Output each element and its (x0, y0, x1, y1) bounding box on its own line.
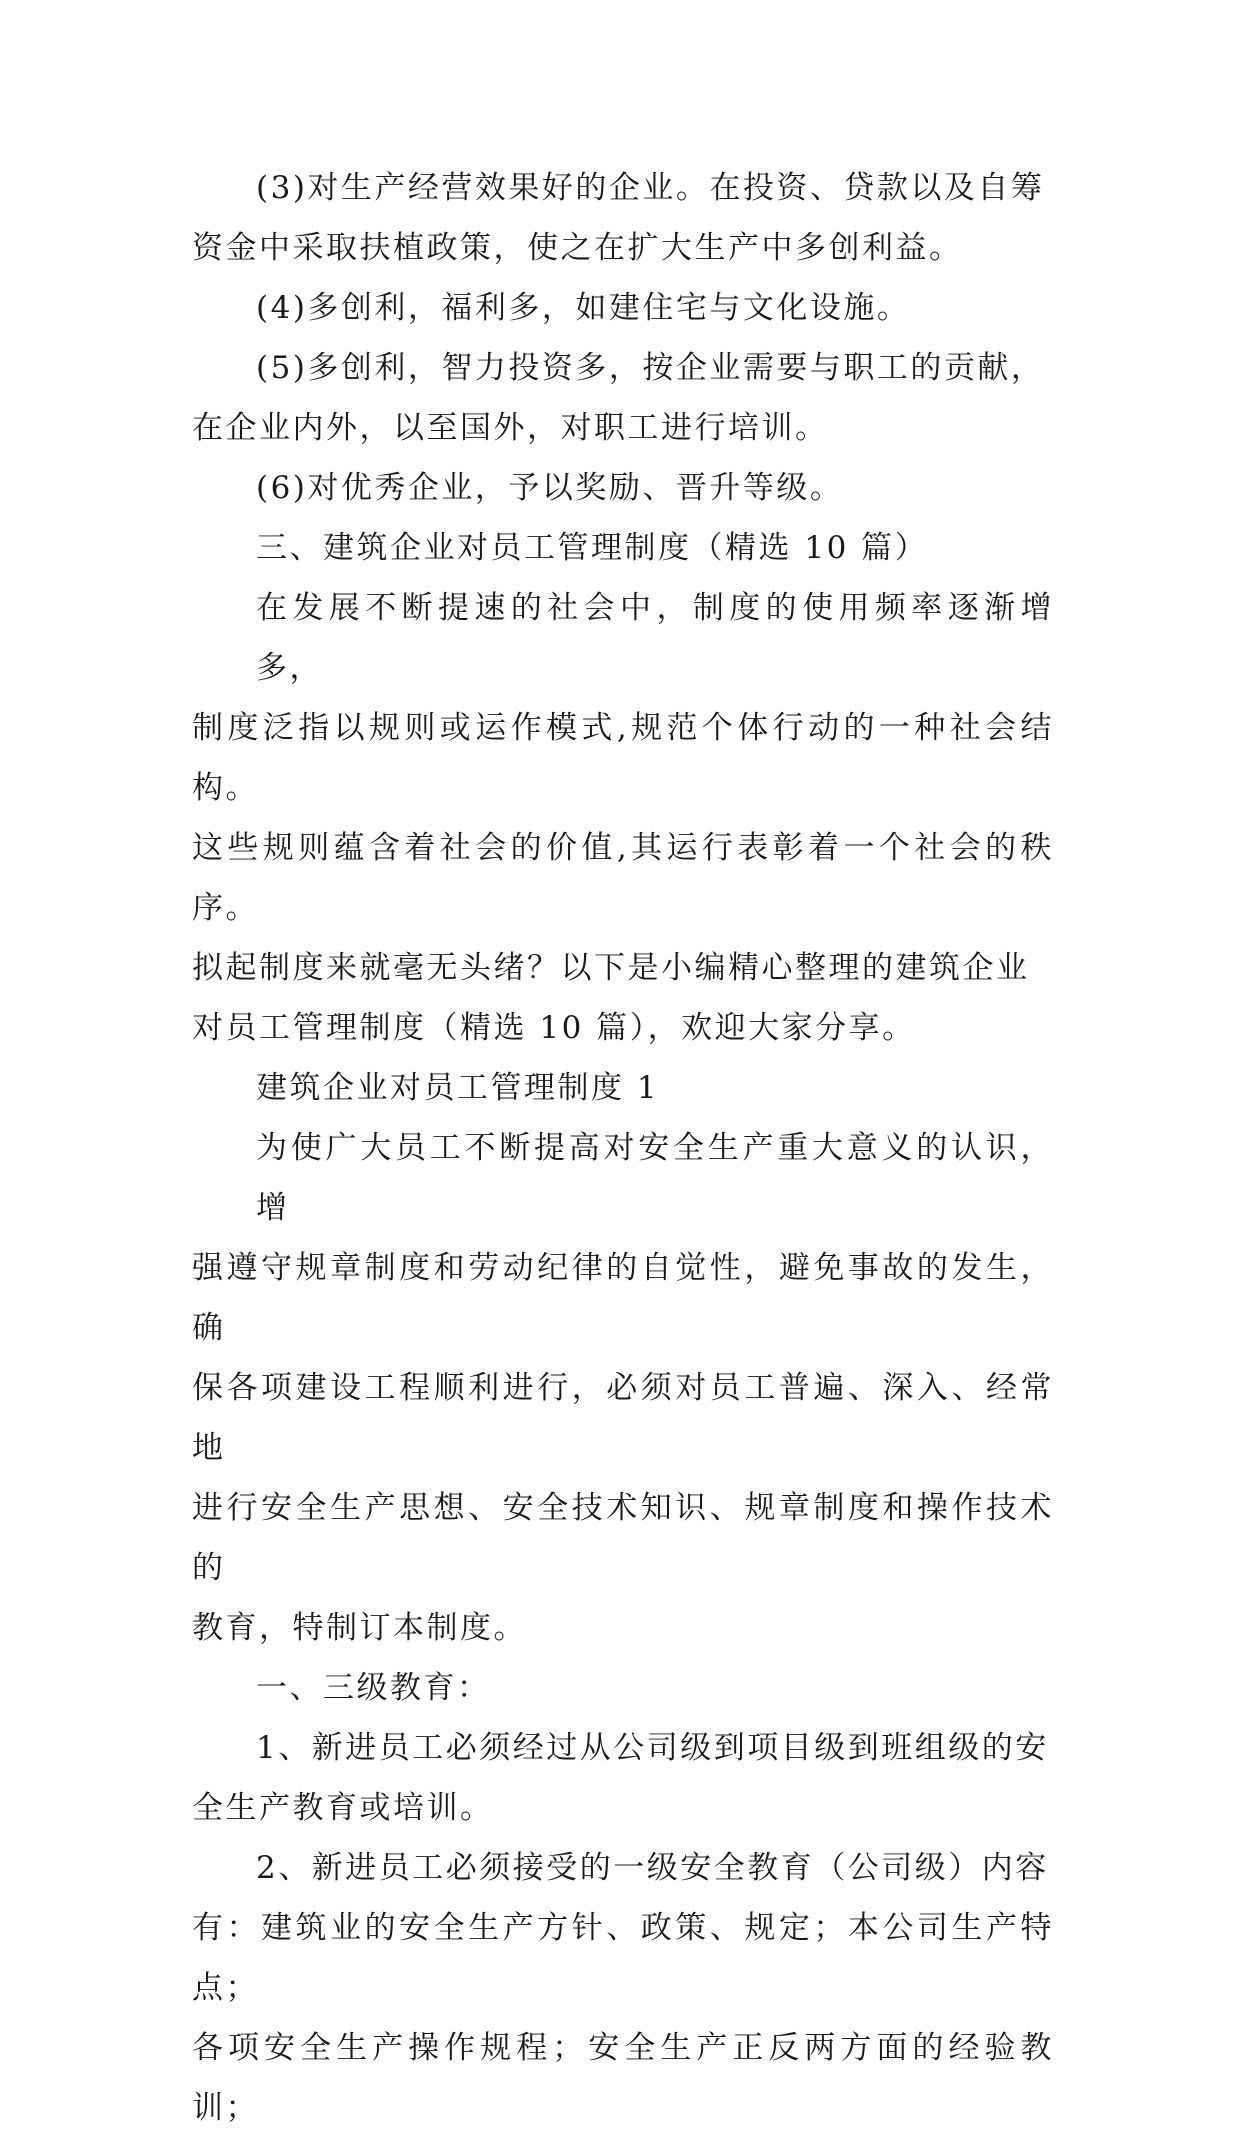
paragraph-item-3 (192, 158, 1054, 278)
paragraph-item-6 (192, 458, 1054, 518)
section-heading (192, 518, 1054, 578)
text-line: 对员工管理制度（精选 10 篇），欢迎大家分享。 (192, 1010, 916, 1046)
text-line: (3)对生产经营效果好的企业。在投资、贷款以及自筹 (256, 170, 1045, 206)
document-body (192, 158, 1054, 2138)
text-line: 1、新进员工必须经过从公司级到项目级到班组级的安 (256, 1730, 1049, 1766)
paragraph-item-5 (192, 338, 1054, 458)
text-line: 在企业内外，以至国外，对职工进行培训。 (192, 410, 829, 446)
text-line: 各项安全生产操作规程；安全生产正反两方面的经验教训； (192, 2030, 1054, 2126)
article-paragraph (192, 1118, 1054, 1658)
text-line: 2、新进员工必须接受的一级安全教育（公司级）内容 (256, 1850, 1049, 1886)
text-line: 为使广大员工不断提高对安全生产重大意义的认识，增 (256, 1130, 1054, 1226)
list-item-2 (192, 1838, 1054, 2138)
text-line: 进行安全生产思想、安全技术知识、规章制度和操作技术的 (192, 1490, 1054, 1586)
article-title (192, 1058, 1054, 1118)
text-line: 全生产教育或培训。 (192, 1790, 494, 1826)
text-line: 在发展不断提速的社会中，制度的使用频率逐渐增多， (256, 590, 1054, 686)
intro-paragraph (192, 578, 1054, 1058)
text-line: 建筑企业对员工管理制度 1 (256, 1070, 660, 1106)
text-line: 这些规则蕴含着社会的价值,其运行表彰着一个社会的秩序。 (192, 830, 1054, 926)
text-line: 教育，特制订本制度。 (192, 1610, 527, 1646)
text-line: 制度泛指以规则或运作模式,规范个体行动的一种社会结构。 (192, 710, 1054, 806)
text-line: 有：建筑业的安全生产方针、政策、规定；本公司生产特点； (192, 1910, 1054, 2006)
text-line: 强遵守规章制度和劳动纪律的自觉性，避免事故的发生，确 (192, 1250, 1054, 1346)
paragraph-item-4 (192, 278, 1054, 338)
text-line: 拟起制度来就毫无头绪？以下是小编精心整理的建筑企业 (192, 950, 1030, 986)
text-line: (4)多创利，福利多，如建住宅与文化设施。 (256, 290, 911, 326)
subsection-heading (192, 1658, 1054, 1718)
text-line: 资金中采取扶植政策，使之在扩大生产中多创利益。 (192, 230, 963, 266)
text-line: (5)多创利，智力投资多，按企业需要与职工的贡献， (256, 350, 1045, 386)
list-item-1 (192, 1718, 1054, 1838)
text-line: 三、建筑企业对员工管理制度（精选 10 篇） (256, 530, 929, 566)
text-line: (6)对优秀企业，予以奖励、晋升等级。 (256, 470, 844, 506)
text-line: 一、三级教育： (256, 1670, 491, 1706)
text-line: 保各项建设工程顺利进行，必须对员工普遍、深入、经常地 (192, 1370, 1054, 1466)
